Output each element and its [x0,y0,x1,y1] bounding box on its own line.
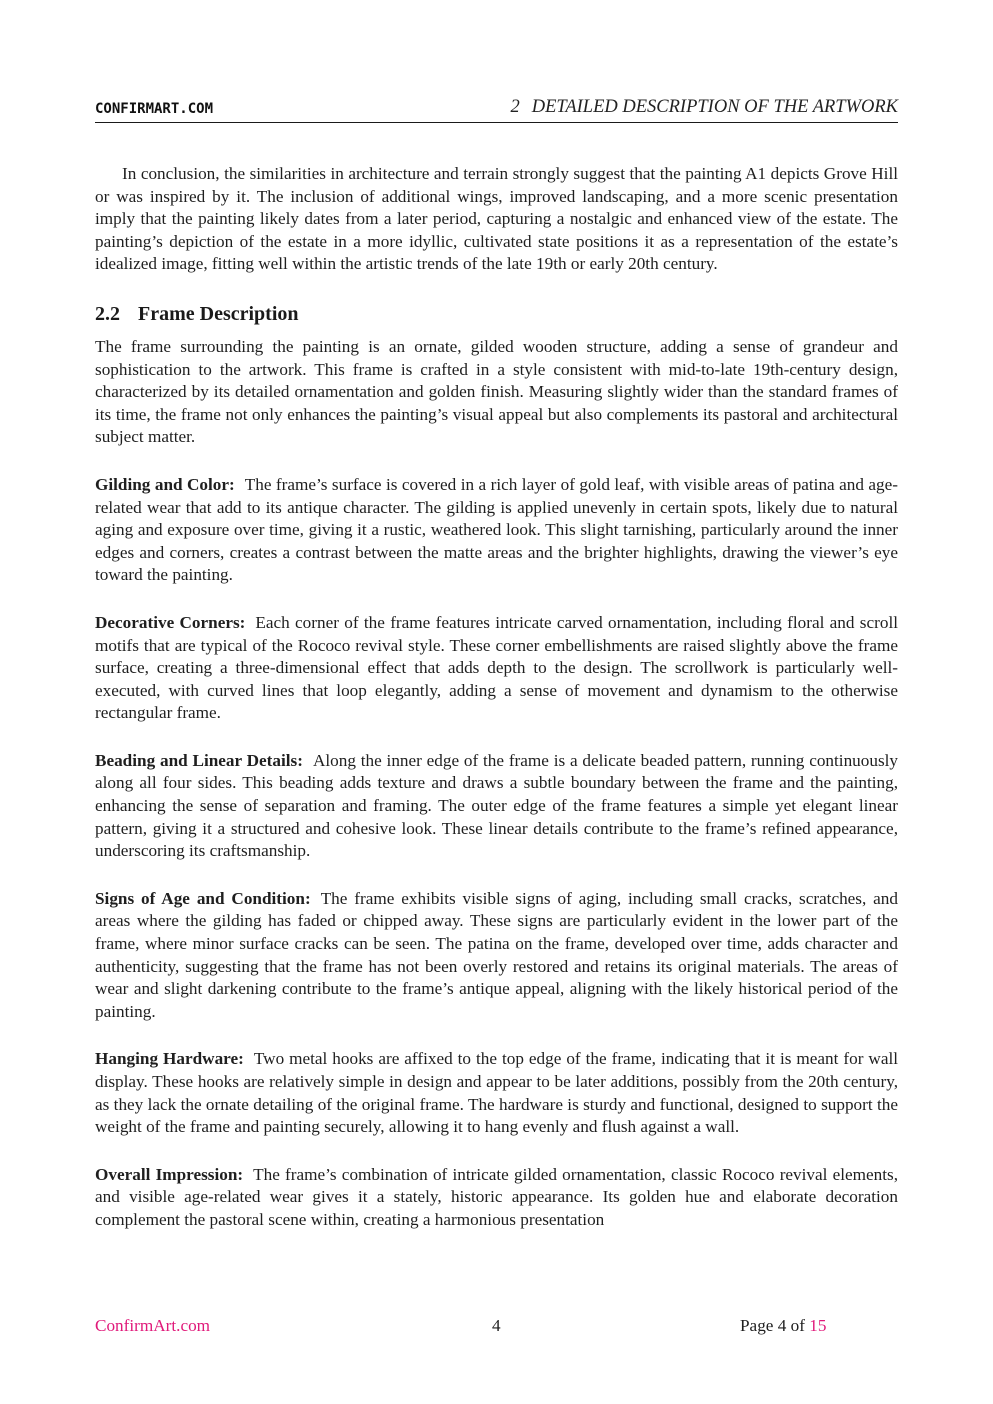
section-number: 2.2 [95,302,120,325]
paragraph-beading [95,750,898,863]
footer-page-count [740,1316,826,1336]
footer-page-number: 4 [492,1316,501,1335]
page-body [95,163,898,1232]
intro-paragraph: In conclusion, the similarities in architecture and terrain strongly suggest that the painting A1 depicts Grove Hill or was inspired by it. The inclusion of additional wings, improved landscaping, and a more scenic presentation imply that the painting likely dates from a later period, capturing a nostalgic and enhanced view of the estate. The painting’s depiction of the estate in a more idyllic, cultivated state positions it as a representation of the estate’s idealized image, fitting well within the artistic trends of the late 19th or early 20th century. [95,164,898,274]
paragraph-lead: Decorative Corners: [95,612,246,632]
paragraph-corners [95,612,898,725]
paragraph-gilding [95,474,898,587]
paragraph-lead: Gilding and Color: [95,474,235,494]
section-title: Frame Description [138,302,299,325]
paragraph-text: Along the inner edge of the frame is a delicate beaded pattern, running continuously along all four sides. This beading adds texture and draws a subtle boundary between the frame and the painting, enhancing the sense of separation and framing. The outer edge of the frame features a simple yet elegant linear pattern, giving it a structured and cohesive look. These linear details contribute to the frame’s refined appearance, underscoring its craftsmanship. [95,750,899,861]
section-heading [95,302,898,326]
page-header [95,96,898,123]
running-section-title [511,97,898,118]
paragraph-text: The frame exhibits visible signs of aging, including small cracks, scratches, and areas where the gilding has faded or chipped away. These signs are particularly evident in the lower part of the frame, where minor surface cracks can be seen. The patina on the frame, developed over time, adds character and authenticity, suggesting that the frame has not been overly restored and retains its original materials. The areas of wear and slight darkening contribute to the frame’s antique appeal, aligning with the likely historical period of the painting. [95,888,898,1021]
paragraph-text: The frame’s combination of intricate gilded ornamentation, classic Rococo revival elements, and visible age-related wear gives it a stately, historic appearance. Its golden hue and elaborate decoration complement the pastoral scene within, creating a harmonious presentation [95,1164,899,1229]
frame-overview-paragraph: The frame surrounding the painting is an ornate, gilded wooden structure, adding a sense of grandeur and sophistication to the artwork. This frame is crafted in a style consistent with mid-to-late 19th-century design, characterized by its detailed ornamentation and golden finish. Measuring slightly wider than the standard frames of its time, the frame not only enhances the painting’s visual appeal but also complements its pastoral and architectural subject matter. [95,336,898,447]
paragraph-lead: Beading and Linear Details: [95,750,303,770]
running-section-name: DETAILED DESCRIPTION OF THE ARTWORK [531,97,898,117]
paragraph-condition [95,888,898,1024]
paragraph-text: Each corner of the frame features intricate carved ornamentation, including floral and scroll motifs that are typical of the Rococo revival style. These corner embellishments are raised slightly above the frame surface, creating a three-dimensional effect that adds depth to the design. The scrollwork is particularly well-executed, with curved lines that loop elegantly, adding a sense of movement and dynamism to the otherwise rectangular frame. [95,612,898,723]
footer-site-link[interactable]: ConfirmArt.com [95,1316,211,1335]
paragraph-lead: Signs of Age and Condition: [95,888,311,908]
site-logo: CONFIRMART.COM [95,101,214,117]
paragraph-hardware [95,1048,898,1138]
page-total-link[interactable]: 15 [809,1316,827,1335]
paragraph-overall [95,1164,898,1232]
paragraph-lead: Hanging Hardware: [95,1049,244,1069]
page-count-prefix: Page 4 of [740,1316,805,1335]
paragraph-text: The frame’s surface is covered in a rich layer of gold leaf, with visible areas of patina and age-related wear that add to its antique character. The gilding is applied unevenly in certain spots, likely due to natural aging and exposure over time, giving it a rustic, weathered look. This slight tarnishing, particularly around the inner edges and corners, creates a contrast between the matte areas and the brighter highlights, drawing the viewer’s eye toward the painting. [95,474,898,585]
running-section-number: 2 [510,97,520,117]
page-footer [95,1316,898,1340]
paragraph-text: Two metal hooks are affixed to the top edge of the frame, indicating that it is meant for wall display. These hooks are relatively simple in design and appear to be later additions, possibly from the 20th century, as they lack the ornate detailing of the original frame. The hardware is sturdy and functional, designed to support the weight of the frame and painting securely, allowing it to hang evenly and flush against a wall. [95,1049,898,1137]
paragraph-lead: Overall Impression: [95,1164,244,1184]
